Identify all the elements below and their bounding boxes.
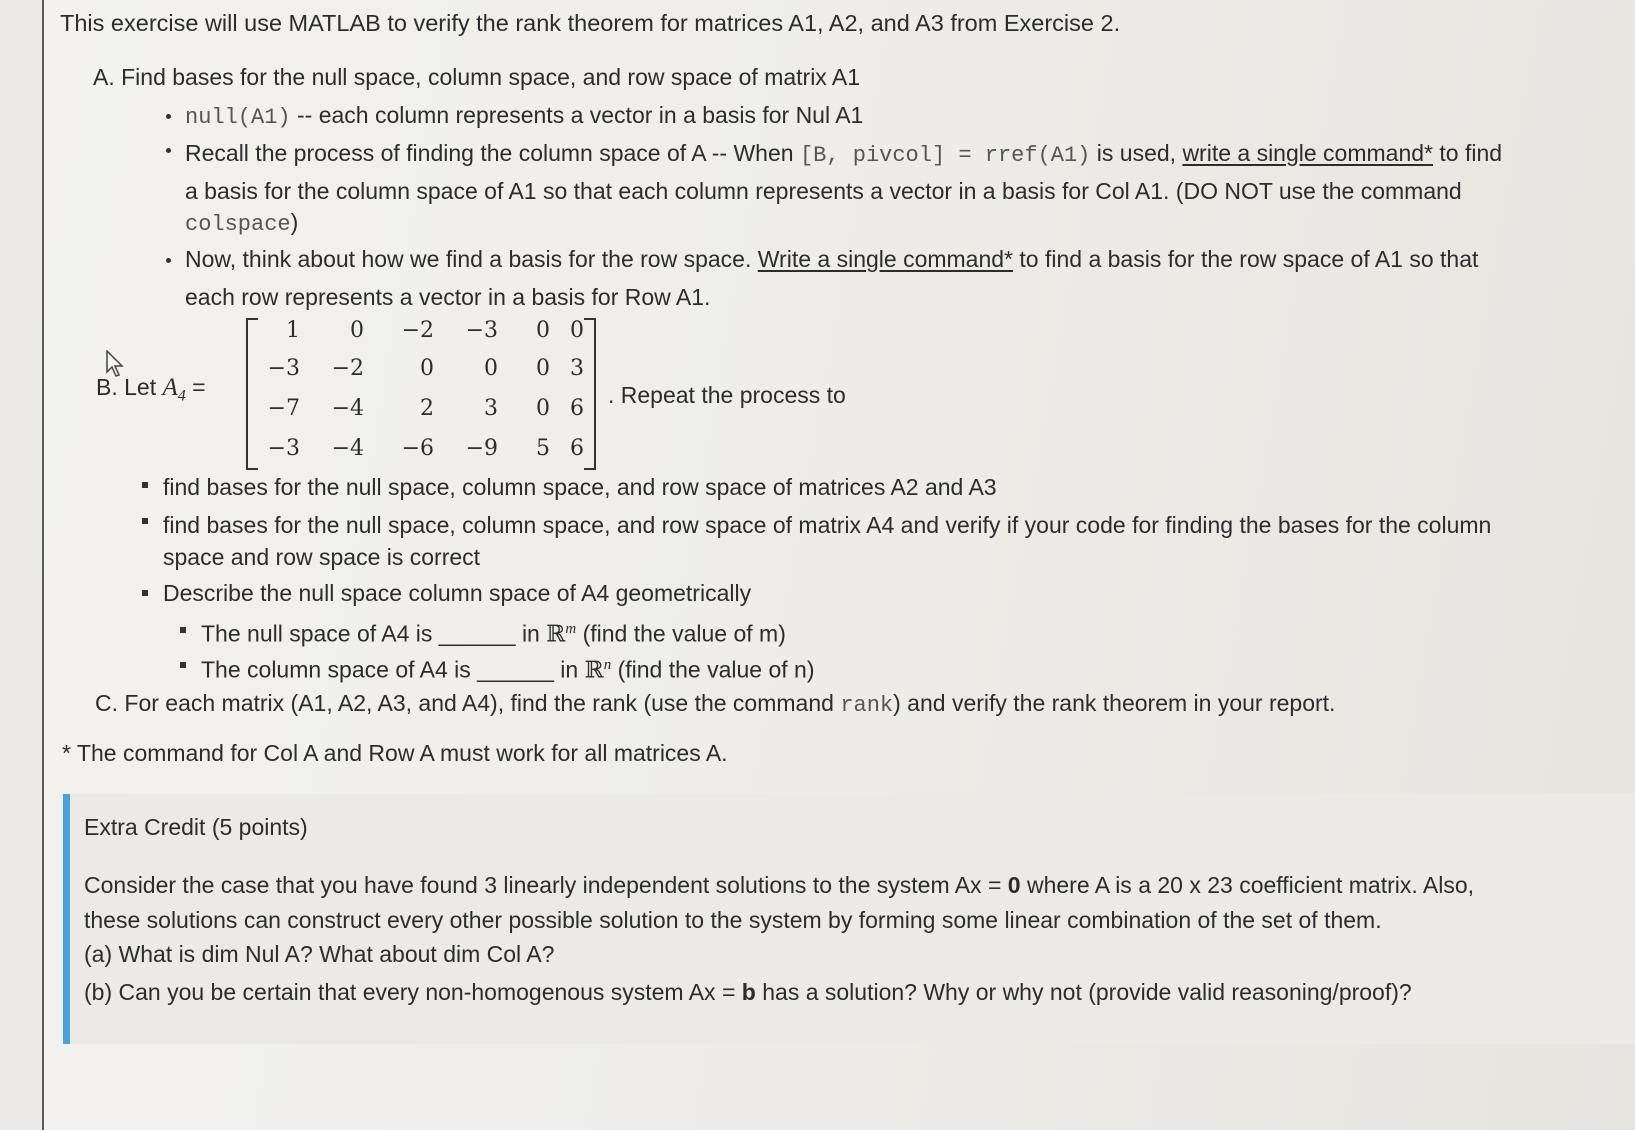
matrix-cell: 2	[420, 396, 434, 421]
matrix-cell: 0	[350, 318, 364, 343]
bullet-square	[142, 590, 148, 596]
part-a-heading: A. Find bases for the null space, column space, and row space of matrix A1	[93, 64, 861, 90]
part-a-bullet-1: null(A1) -- each column represents a vector in a basis for Nul A1	[185, 102, 864, 130]
part-a-bullet-3-line-2: each row represents a vector in a basis for Row A1.	[185, 284, 711, 310]
part-a-bullet-3-line-1: Now, think about how we find a basis for the row space. Write a single command* to find a basis for the row space of A1 so that	[185, 246, 1479, 272]
extra-credit-title: Extra Credit (5 points)	[84, 814, 308, 840]
matrix-cell: −2	[401, 318, 434, 343]
matrix-cell: 0	[420, 356, 434, 381]
null-space-question: The null space of A4 is ______ in ℝ$^m$ (find the value of m)	[201, 620, 786, 648]
matrix-cell: 0	[536, 318, 550, 343]
part-b-label: B. Let $A_4$ =	[96, 374, 206, 405]
bullet-dot	[166, 148, 171, 153]
single-command-link[interactable]: write a single command*	[1182, 140, 1433, 166]
matrix-cell: −3	[267, 436, 300, 461]
matrix-cell: −4	[331, 396, 364, 421]
intro-text: This exercise will use MATLAB to verify the rank theorem for matrices A1, A2, and A3 from Exercise 2.	[60, 10, 1121, 36]
part-c-text: C. For each matrix (A1, A2, A3, and A4), find the rank (use the command rank) and verify the rank theorem in your report.	[95, 690, 1336, 718]
column-space-question: The column space of A4 is ______ in ℝ$^n$ (find the value of n)	[201, 656, 815, 684]
right-bracket	[584, 318, 596, 470]
matrix-a4	[246, 318, 596, 468]
matrix-cell: 0	[536, 356, 550, 381]
matrix-cell: 5	[536, 436, 550, 461]
extra-credit-question-a: (a) What is dim Nul A? What about dim Col A?	[84, 941, 555, 967]
matrix-cell: −7	[267, 396, 300, 421]
extra-credit-p1: Consider the case that you have found 3 linearly independent solutions to the system Ax = 0 where A is a 20 x 23 coefficient matrix. Also,	[84, 872, 1474, 898]
part-b-sub-2-line-1: find bases for the null space, column space, and row space of matrix A4 and verify if your code for finding the bases for the column	[163, 512, 1492, 538]
bullet-dot	[166, 258, 171, 263]
bullet-square	[142, 482, 148, 488]
part-b-sub-1: find bases for the null space, column space, and row space of matrices A2 and A3	[163, 474, 997, 500]
part-b-sub-2-line-2: space and row space is correct	[163, 544, 481, 570]
bullet-square	[142, 518, 148, 524]
matrix-cell: −2	[331, 356, 364, 381]
part-b-sub-3: Describe the null space column space of A4 geometrically	[163, 580, 752, 606]
extra-credit-p2: these solutions can construct every other possible solution to the system by forming some linear combination of the set of them.	[84, 907, 1382, 933]
part-a-bullet-2-line-3: colspace)	[185, 209, 299, 237]
part-a-bullet-2-line-2: a basis for the column space of A1 so that each column represents a vector in a basis for Col A1. (DO NOT use the command	[185, 178, 1462, 204]
matrix-cell: 3	[570, 356, 584, 381]
matrix-cell: 0	[484, 356, 498, 381]
matrix-cell: −9	[465, 436, 498, 461]
single-command-link-2[interactable]: Write a single command*	[757, 246, 1014, 272]
matrix-cell: 0	[570, 318, 584, 343]
matrix-cell: −3	[267, 356, 300, 381]
matrix-cell: 6	[570, 436, 584, 461]
matrix-cell: 3	[484, 396, 498, 421]
bullet-square	[180, 662, 186, 668]
bullet-square	[180, 627, 186, 633]
matrix-cell: −4	[331, 436, 364, 461]
matrix-cell: −3	[465, 318, 498, 343]
bullet-dot	[166, 114, 171, 119]
matrix-cell: 1	[286, 318, 300, 343]
extra-credit-accent-bar	[63, 794, 70, 1044]
part-a-bullet-2-line-1: Recall the process of finding the column space of A -- When [B, pivcol] = rref(A1) is used, write a single command* to find	[185, 140, 1503, 168]
extra-credit-question-b: (b) Can you be certain that every non-homogenous system Ax = b has a solution? Why or why not (provide valid reasoning/proof)?	[84, 979, 1412, 1005]
part-b-after-text: . Repeat the process to	[608, 382, 846, 408]
matrix-cell: −6	[401, 436, 434, 461]
matrix-cell: 6	[570, 396, 584, 421]
footnote: * The command for Col A and Row A must work for all matrices A.	[62, 740, 728, 766]
matrix-cell: 0	[536, 396, 550, 421]
